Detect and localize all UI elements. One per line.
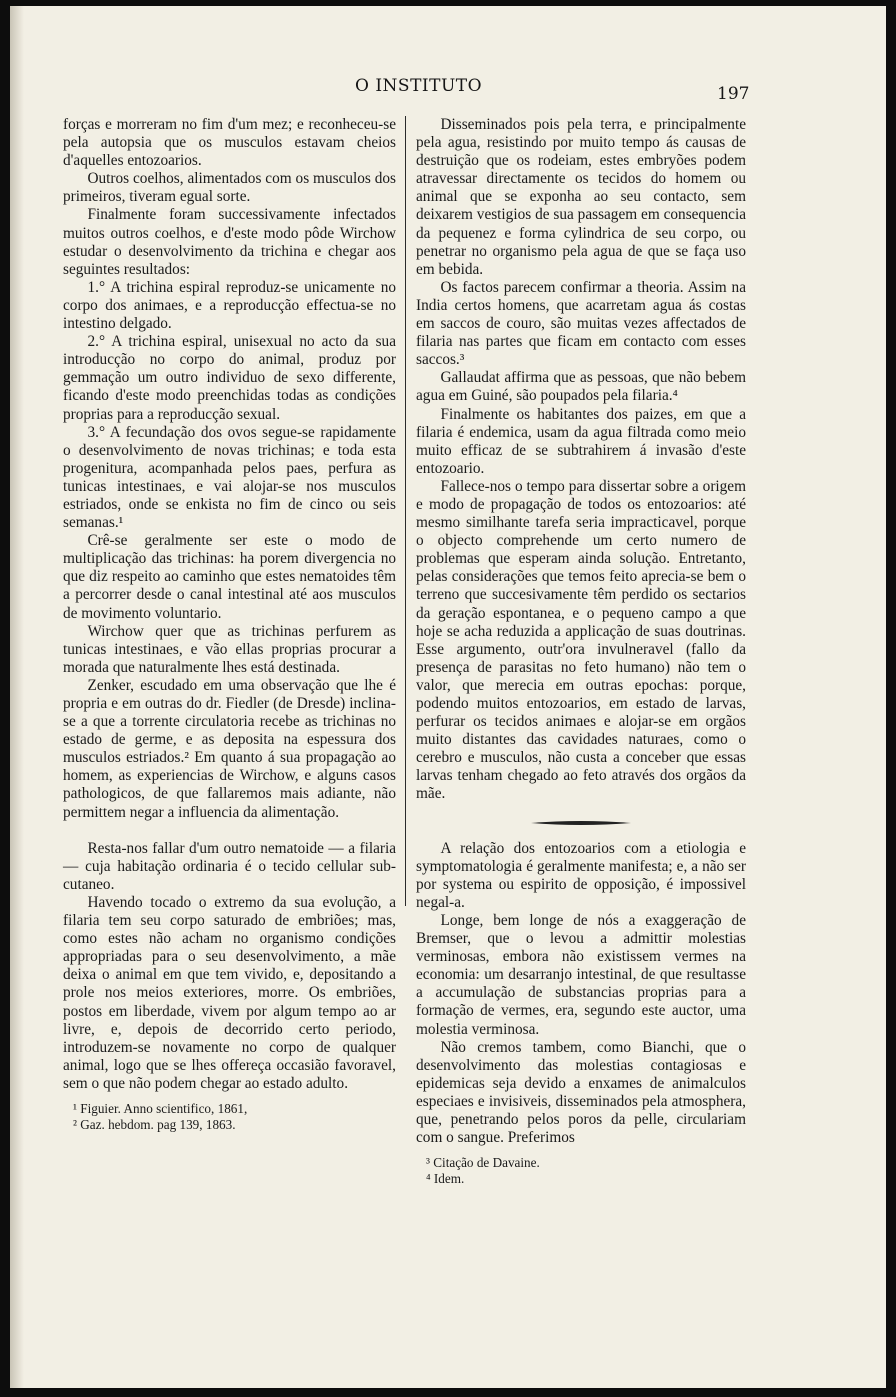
paragraph: 3.° A fecundação dos ovos segue-se rapidamente o desenvolvimento de novas trichinas; e toda esta progenitura, acompanhada pelos paes, perfura as tunicas intestinaes, e vai alojar-se nos musculos estriados, onde se enkista no fim de cinco ou seis semanas.¹ — [63, 423, 396, 532]
ornament-rule-icon — [531, 820, 631, 826]
paragraph: Os factos parecem confirmar a theoria. Assim na India certos homens, que acarretam agua ás costas em saccos de couro, são muitas vezes affectados de filaria nas partes que ficam em contacto com esses saccos.³ — [416, 278, 746, 369]
paragraph: Resta-nos fallar d'um outro nematoide — a filaria — cuja habitação ordinaria é o tecido cellular sub-cutaneo. — [63, 839, 396, 893]
paragraph: Não cremos tambem, como Bianchi, que o desenvolvimento das molestias contagiosas e epidemicas seja devido a enxames de animalculos especiaes e invisiveis, disseminados pela atmosphera, que, penetrando pelos poros da pelle, circulariam com o sangue. Preferimos — [416, 1038, 746, 1147]
column-rule — [405, 116, 406, 906]
footnotes-right — [416, 1155, 746, 1187]
paragraph: Fallece-nos o tempo para dissertar sobre a origem e modo de propagação de todos os entozoarios: até mesmo similhante tarefa seria impracticavel, porque o objecto comprehende um certo numero de problemas que esperam ainda solução. Entretanto, pelas considerações que temos feito aprecia-se bem o terreno que succesivamente têm perdido os sectarios da geração espontanea, e o pequeno campo a que hoje se acha reduzida a applicação de suas doutrinas. Esse argumento, outr'ora invulneravel (fallo da presença de parasitas no feto humano) não tem o valor, que merecia em outras epochas: porque, podendo muitos entozoarios, em estado de larvas, perfurar os tecidos animaes e alojar-se em orgãos muito distantes das cavidades naturaes, como o cerebro e musculos, não custa a conceber que essas larvas tenham chegado ao feto através dos orgãos da mãe. — [416, 477, 746, 803]
paragraph: Disseminados pois pela terra, e principalmente pela agua, resistindo por muito tempo ás causas de destruição que os rodeiam, estes embryões podem atravessar directamente os tecidos do homem ou animal que se exponha ao seu contacto, sem deixarem vestigios de sua passagem em consequencia da pequenez e forma cylindrica de seu corpo, ou penetrar no organismo pela agua de que se faça uso em bebida. — [416, 116, 746, 278]
paragraph: Longe, bem longe de nós a exaggeração de Bremser, que o levou a admittir molestias verminosas, embora não existissem vermes na economia: um desarranjo intestinal, de que resultasse a accumulação de substancias proprias para a formação de vermes, era, segundo este auctor, uma molestia verminosa. — [416, 911, 746, 1038]
right-column — [416, 116, 746, 1187]
paragraph: Wirchow quer que as trichinas perfurem as tunicas intestinaes, e vão ellas proprias procurar a morada que naturalmente lhes está destinada. — [63, 622, 396, 676]
paragraph: Havendo tocado o extremo da sua evolução, a filaria tem seu corpo saturado de embriões; mas, como estes não acham no organismo condições appropriadas para o seu desenvolvimento, a mãe deixa o animal em que tem vivido, e, depositando a prole nos meios exteriores, morre. Os embriões, postos em liberdade, vivem por algum tempo ao ar livre, e, depois de decorrido certo periodo, introduzem-se novamente no corpo de qualquer animal, logo que se lhes offereça occasião favoravel, sem o que não podem chegar ao estado adulto. — [63, 893, 396, 1092]
paragraph: Gallaudat affirma que as pessoas, que não bebem agua em Guiné, são poupados pela filaria.⁴ — [416, 369, 746, 405]
section-ornament — [531, 820, 631, 826]
paragraph: 1.° A trichina espiral reproduz-se unicamente no corpo dos animaes, e a reproducção effectua-se no intestino delgado. — [63, 278, 396, 333]
scan-edge — [10, 6, 24, 1388]
footnote: ⁴ Idem. — [426, 1171, 465, 1187]
paragraph: Finalmente foram successivamente infectados muitos outros coelhos, e d'este modo pôde Wirchow estudar o desenvolvimento da trichina e chegar aos seguintes resultados: — [63, 206, 396, 278]
footnotes-left — [63, 1101, 396, 1133]
paragraph: 2.° A trichina espiral, unisexual no acto da sua introducção no corpo do animal, produz por gemmação um outro individuo de sexo differente, ficando d'este modo preenchidas todas as condições proprias para a reproducção sexual. — [63, 333, 396, 423]
page-number: 197 — [717, 84, 750, 104]
paragraph: A relação dos entozoarios com a etiologia e symptomatologia é geralmente manifesta; e, a não ser por systema ou espirito de opposição, é impossivel negal-a. — [416, 839, 746, 911]
footnote: ² Gaz. hebdom. pag 139, 1863. — [73, 1116, 236, 1132]
running-header — [0, 76, 896, 104]
paragraph: Crê-se geralmente ser este o modo de multiplicação das trichinas: ha porem divergencia no que diz respeito ao caminho que estes nematoides têm a percorrer desde o canal intestinal até aos musculos de movimento voluntario. — [63, 532, 396, 622]
footnote: ¹ Figuier. Anno scientifico, 1861, — [73, 1100, 248, 1116]
paragraph: Zenker, escudado em uma observação que lhe é propria e em outras do dr. Fiedler (de Dresde) inclina-se a que a torrente circulatoria recebe as trichinas no estado de germe, e as deposita na espessura dos musculos estriados.² Em quanto á sua propagação ao homem, as experiencias de Wirchow, e alguns casos pathologicos, de que fallaremos mais adiante, não permittem negar a influencia da alimentação. — [63, 676, 396, 821]
paragraph: Outros coelhos, alimentados com os musculos dos primeiros, tiveram egual sorte. — [63, 170, 396, 206]
left-column — [63, 116, 396, 1133]
journal-title: O INSTITUTO — [355, 76, 483, 96]
paragraph: forças e morreram no fim d'um mez; e reconheceu-se pela autopsia que os musculos estavam cheios d'aquelles entozoarios. — [63, 116, 396, 170]
footnote: ³ Citação de Davaine. — [426, 1155, 540, 1171]
paragraph: Finalmente os habitantes dos paizes, em que a filaria é endemica, usam da agua filtrada como meio muito efficaz de se subtrahirem á invasão d'este entozoario. — [416, 405, 746, 477]
